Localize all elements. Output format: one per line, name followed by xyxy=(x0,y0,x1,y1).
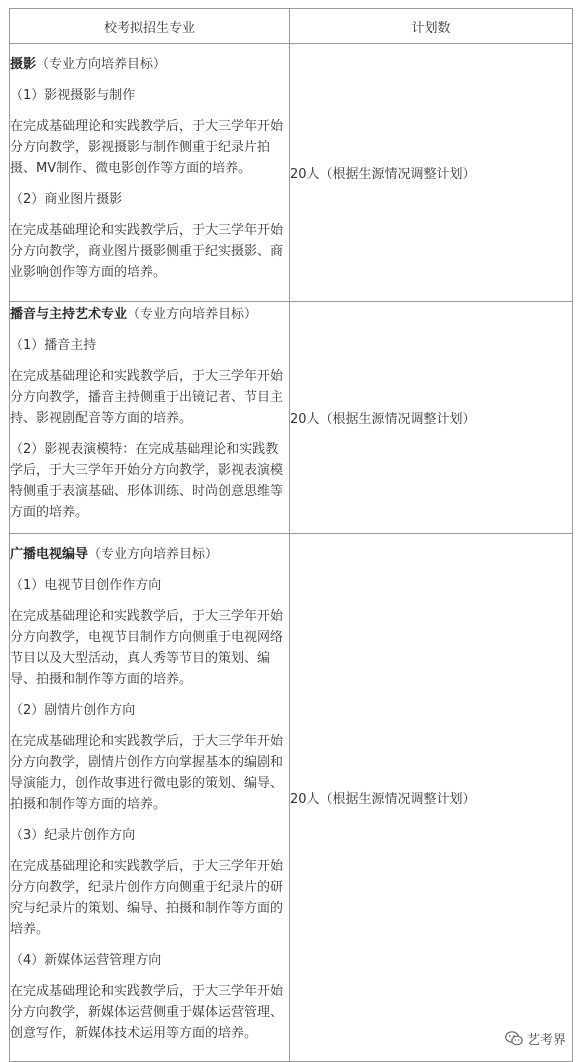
plan-cell: 20人（根据生源情况调整计划） xyxy=(290,534,573,1062)
header-major: 校考拟招生专业 xyxy=(10,9,290,44)
direction-title: （1）电视节目创作作方向 xyxy=(10,577,162,593)
direction-title: （2）剧情片创作方向 xyxy=(10,702,136,718)
table-row xyxy=(10,534,573,1062)
enrollment-plan-table xyxy=(9,8,573,1062)
major-heading xyxy=(10,544,289,565)
direction-title: （3）纪录片创作方向 xyxy=(10,827,136,843)
table-header-row xyxy=(10,9,573,44)
watermark-text: 艺考界 xyxy=(526,1033,566,1048)
direction-description: 在完成基础理论和实践教学后，于大三学年开始分方向教学，影视摄影与制作侧重于纪录片拍摄、MV制作、微电影创作等方面的培养。 xyxy=(10,119,284,176)
plan-cell: 20人（根据生源情况调整计划） xyxy=(290,44,573,302)
direction-description: （2）影视表演模特：在完成基础理论和实践教学后，于大三学年开始分方向教学，影视表演模特侧重于表演基础、形体训练、时尚创意思维等方面的培养。 xyxy=(10,442,284,520)
major-name: 播音与主持艺术专业 xyxy=(10,307,128,322)
major-name: 广播电视编导 xyxy=(10,546,89,562)
table-row xyxy=(10,302,573,534)
wechat-icon xyxy=(505,1031,523,1046)
major-cell-directing xyxy=(10,534,290,1062)
direction-description: 在完成基础理论和实践教学后，于大三学年开始分方向教学，剧情片创作方向掌握基本的编剧和导演能力，创作故事进行微电影的策划、编导、拍摄和制作等方面的培养。 xyxy=(10,733,284,812)
major-note: （专业方向培养目标） xyxy=(127,307,258,322)
direction-description: 在完成基础理论和实践教学后，于大三学年开始分方向教学，纪录片创作方向侧重于纪录片的研究与纪录片的策划、编导、拍摄和制作等方面的培养。 xyxy=(10,858,284,937)
major-note: （专业方向培养目标） xyxy=(36,57,167,72)
direction-description: 在完成基础理论和实践教学后，于大三学年开始分方向教学，电视节目制作方向侧重于电视网络节目以及大型活动，真人秀等节目的策划、编导、拍摄和制作等方面的培养。 xyxy=(10,608,284,687)
direction-title: （1）影视摄影与制作 xyxy=(10,88,136,103)
direction-title: （1）播音主持 xyxy=(10,338,97,353)
watermark xyxy=(505,1029,566,1048)
direction-description: 在完成基础理论和实践教学后，于大三学年开始分方向教学，播音主持侧重于出镜记者、节目主持、影视剧配音等方面的培养。 xyxy=(10,369,284,426)
major-name: 摄影 xyxy=(10,57,37,72)
major-heading xyxy=(10,304,289,325)
major-cell-photography xyxy=(10,44,290,302)
major-note: （专业方向培养目标） xyxy=(88,546,219,562)
direction-description: 在完成基础理论和实践教学后，于大三学年开始分方向教学，新媒体运营侧重于媒体运营管理、创意写作，新媒体技术运用等方面的培养。 xyxy=(10,983,284,1041)
major-cell-broadcasting xyxy=(10,302,290,534)
direction-title: （2）商业图片摄影 xyxy=(10,192,123,207)
direction-description: 在完成基础理论和实践教学后，于大三学年开始分方向教学，商业图片摄影侧重于纪实摄影、商业影响创作等方面的培养。 xyxy=(10,223,284,280)
major-heading xyxy=(10,54,289,75)
plan-cell: 20人（根据生源情况调整计划） xyxy=(290,302,573,534)
table-row xyxy=(10,44,573,302)
direction-title: （4）新媒体运营管理方向 xyxy=(10,952,162,968)
header-plan: 计划数 xyxy=(290,9,573,44)
